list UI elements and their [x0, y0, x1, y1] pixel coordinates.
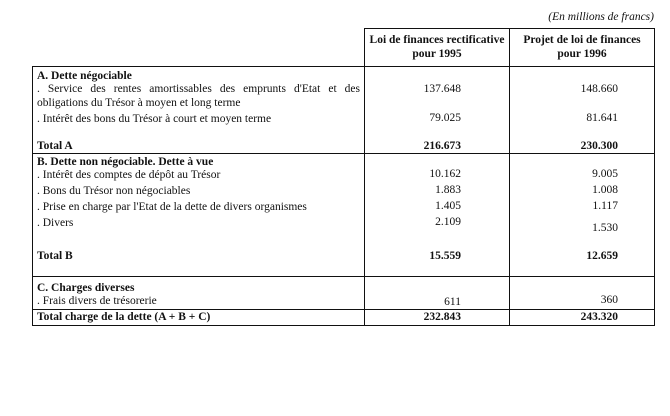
- row-label: . Service des rentes amortissables des emprunts d'Etat et des obligations du Trésor à moyen et long terme: [33, 82, 365, 110]
- value-1996: 148.660: [510, 82, 655, 110]
- debt-charges-table-container: [32, 28, 654, 326]
- value-1996: 9.005: [510, 168, 655, 182]
- table-row: [33, 182, 655, 198]
- unit-note: (En millions de francs): [548, 11, 654, 23]
- column-header-lfr-1995: Loi de finances rectificative pour 1995: [365, 29, 510, 67]
- value-1995: 10.162: [365, 168, 510, 182]
- table-row: [33, 82, 655, 110]
- total-b-1996: 12.659: [510, 234, 655, 277]
- table-row: [33, 110, 655, 126]
- value-1995: 79.025: [365, 110, 510, 126]
- grand-total-row: [33, 310, 655, 326]
- value-1996: 1.530: [510, 214, 655, 234]
- table-row: [33, 214, 655, 234]
- value-1996: 1.117: [510, 198, 655, 214]
- total-b-row: [33, 234, 655, 277]
- row-label: . Prise en charge par l'Etat de la dette de divers organismes: [33, 198, 365, 214]
- value-1995: 1.405: [365, 198, 510, 214]
- row-label: . Intérêt des bons du Trésor à court et moyen terme: [33, 110, 365, 126]
- section-c-title: C. Charges diverses: [33, 277, 365, 295]
- table-row: [33, 168, 655, 182]
- total-a-row: [33, 126, 655, 154]
- header-row: [33, 29, 655, 67]
- value-1995: 611: [365, 294, 510, 310]
- section-b-title-row: [33, 154, 655, 169]
- grand-total-label: Total charge de la dette (A + B + C): [33, 310, 365, 326]
- row-label: . Divers: [33, 214, 365, 234]
- grand-total-1996: 243.320: [510, 310, 655, 326]
- total-a-1996: 230.300: [510, 126, 655, 154]
- value-1995: 1.883: [365, 182, 510, 198]
- row-label: . Frais divers de trésorerie: [33, 294, 365, 310]
- value-1995: 137.648: [365, 82, 510, 110]
- section-c-title-row: [33, 277, 655, 295]
- total-a-1995: 216.673: [365, 126, 510, 154]
- column-header-plf-1996: Projet de loi de finances pour 1996: [510, 29, 655, 67]
- header-blank-cell: [33, 29, 365, 67]
- value-1996: 360: [510, 294, 655, 310]
- table-row: [33, 294, 655, 310]
- row-label: . Intérêt des comptes de dépôt au Trésor: [33, 168, 365, 182]
- total-b-1995: 15.559: [365, 234, 510, 277]
- value-1996: 81.641: [510, 110, 655, 126]
- row-label: . Bons du Trésor non négociables: [33, 182, 365, 198]
- section-a-title-row: [33, 67, 655, 83]
- section-b-title: B. Dette non négociable. Dette à vue: [33, 154, 365, 169]
- debt-charges-table: [32, 28, 655, 326]
- section-a-title: A. Dette négociable: [33, 67, 365, 83]
- total-b-label: Total B: [33, 234, 365, 277]
- value-1995: 2.109: [365, 214, 510, 234]
- value-1996: 1.008: [510, 182, 655, 198]
- grand-total-1995: 232.843: [365, 310, 510, 326]
- table-row: [33, 198, 655, 214]
- total-a-label: Total A: [33, 126, 365, 154]
